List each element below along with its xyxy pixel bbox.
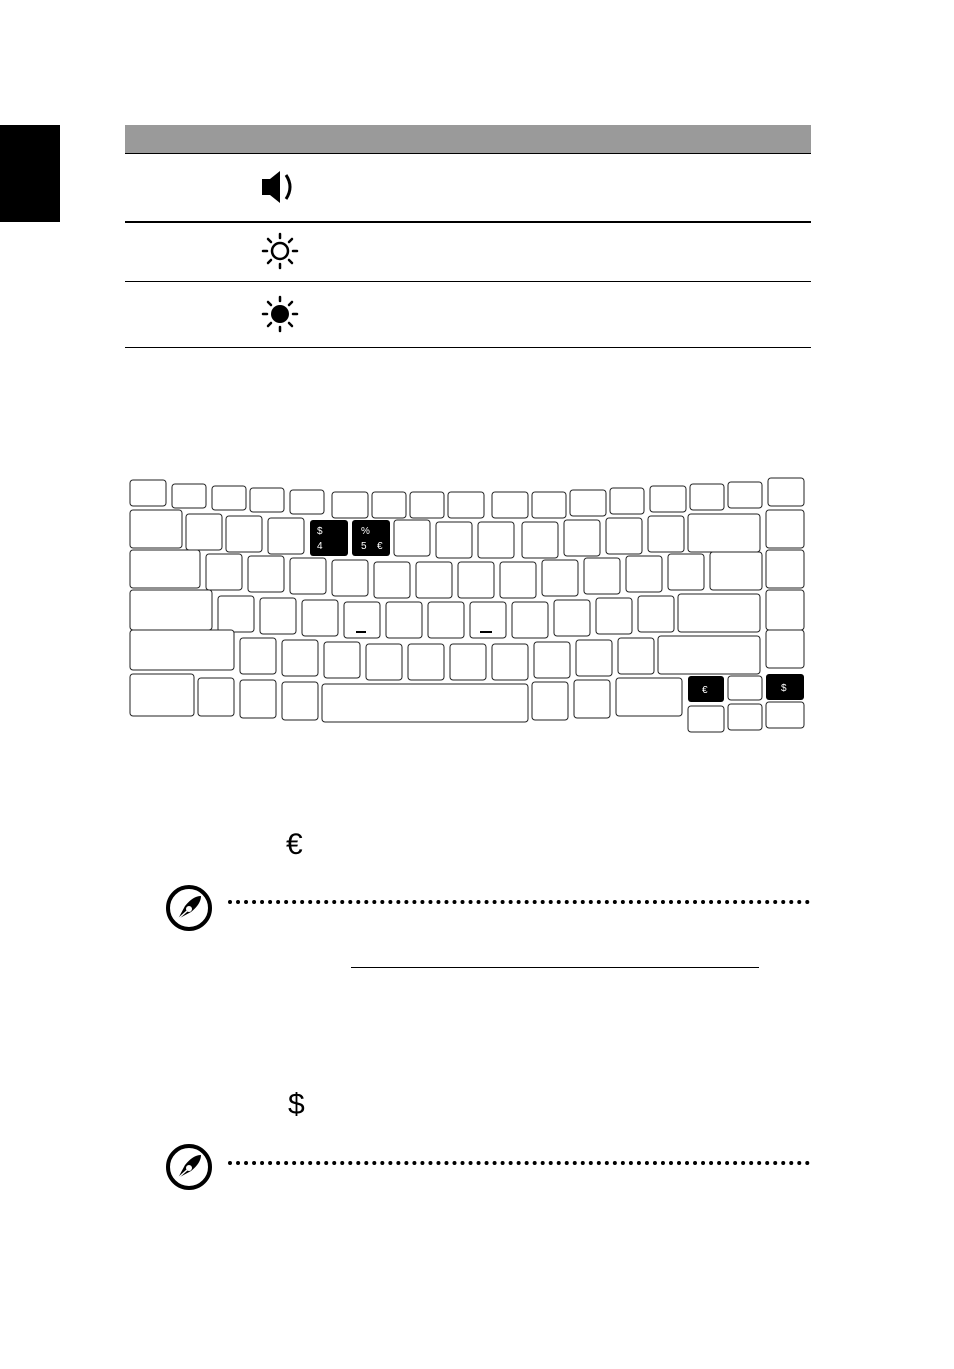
table-rule: [125, 153, 811, 154]
speaker-icon: [258, 165, 302, 209]
table-rule: [125, 347, 811, 348]
underline-rule: [351, 967, 759, 968]
table-header-bar: [125, 125, 811, 153]
pen-nib-icon: [165, 1143, 213, 1191]
table-rule: [125, 281, 811, 282]
pen-nib-icon: [165, 884, 213, 932]
key-label: 5: [361, 541, 367, 552]
dollar-4-key: [310, 520, 348, 556]
note-divider: [228, 1161, 810, 1165]
note-divider: [228, 900, 810, 904]
key-label: €: [377, 541, 383, 552]
dollar-symbol: $: [288, 1088, 305, 1121]
key-label: %: [361, 526, 370, 537]
key-label: 4: [317, 541, 323, 552]
key-label: $: [781, 683, 787, 694]
key-label: €: [702, 685, 708, 696]
key-label: $: [317, 526, 323, 537]
table-rule: [125, 221, 811, 223]
brightness-up-icon: [258, 292, 302, 336]
chapter-side-tab: [0, 125, 60, 222]
percent-5-euro-key: [352, 520, 390, 556]
euro-symbol: €: [286, 828, 303, 861]
brightness-down-icon: [258, 229, 302, 273]
keyboard-illustration: [126, 474, 812, 740]
